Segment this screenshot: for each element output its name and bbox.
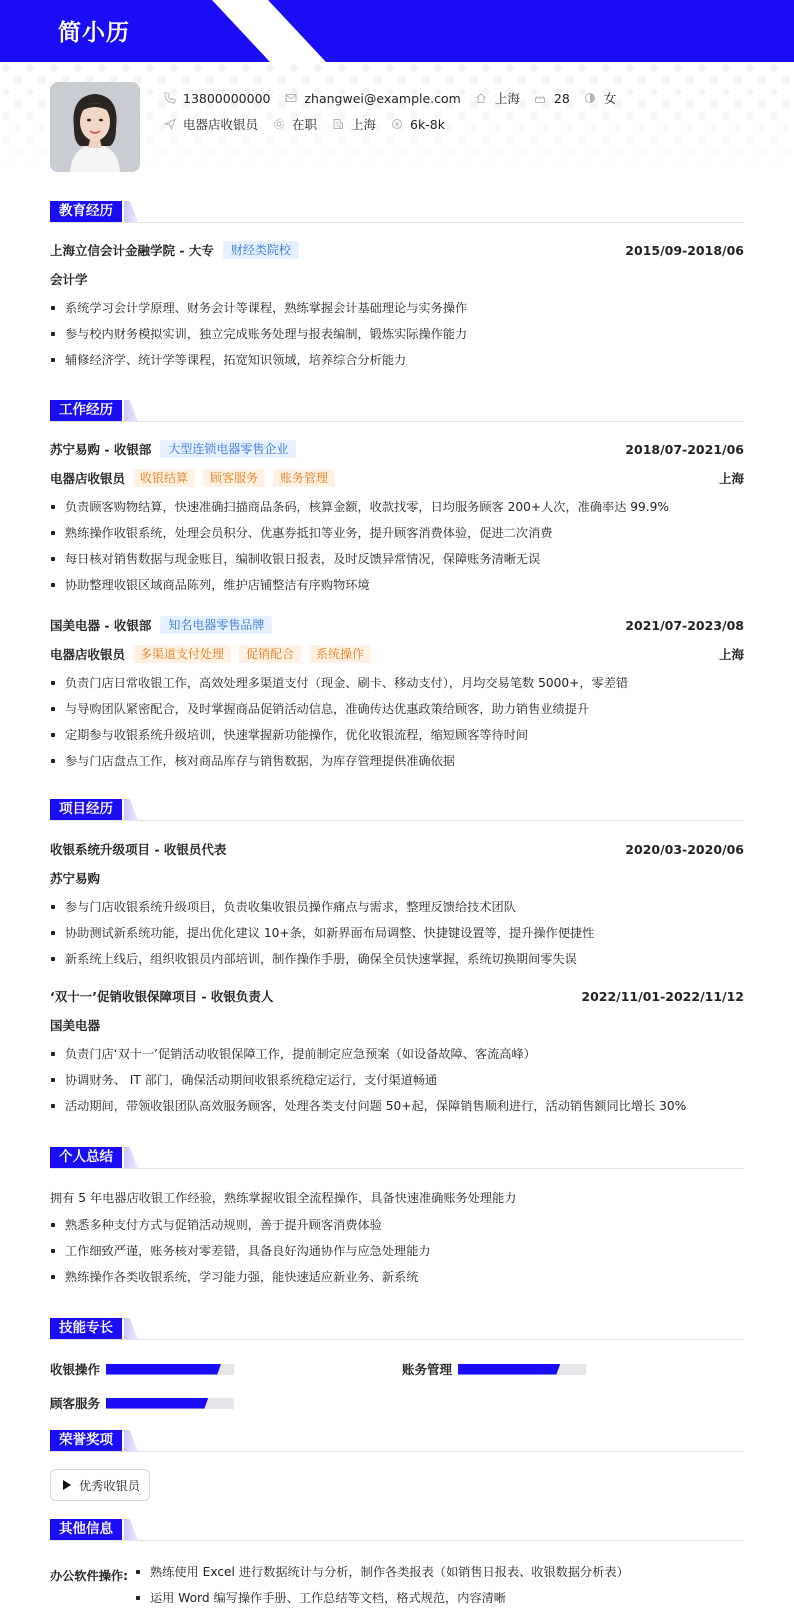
list-item: 熟练操作收银系统，处理会员积分、优惠券抵扣等业务，提升顾客消费体验，促进二次消费: [50, 520, 744, 546]
city-text: 上海: [494, 91, 520, 106]
company-tag: 知名电器零售品牌: [160, 616, 272, 634]
work-entry-head: [50, 615, 744, 635]
project-org-line: [50, 868, 744, 888]
target-job-text: 电器店收银员: [183, 117, 259, 132]
role-line: [50, 468, 744, 488]
list-item: 每日核对销售数据与现金账目，编制收银日报表，及时反馈异常情况，保障账务清晰无误: [50, 546, 744, 572]
education-date: 2015/09-2018/06: [625, 242, 744, 258]
list-item: 协助整理收银区域商品陈列，维护店铺整洁有序购物环境: [50, 572, 744, 598]
skill-bar-fill: [106, 1398, 208, 1409]
salary-item: [390, 117, 445, 132]
gender-text: 女: [603, 91, 617, 106]
work-date: 2021/07-2023/08: [625, 617, 744, 633]
status-item: [272, 115, 317, 133]
summary-body: [50, 1188, 744, 1290]
status-gear-icon: [272, 118, 285, 131]
home-icon: [475, 92, 488, 105]
summary-title: 个人总结: [50, 1147, 122, 1168]
phone-text: 13800000000: [183, 90, 271, 106]
company-name: [50, 440, 296, 458]
role-left: [50, 469, 335, 487]
work-title: 工作经历: [50, 400, 122, 421]
project-name: ‘双十一’促销收银保障项目 - 收银负责人: [50, 989, 274, 1004]
list-item: 定期参与收银系统升级培训，快速掌握新功能操作，优化收银流程，缩短顾客等待时间: [50, 722, 744, 748]
cake-icon: [534, 92, 547, 105]
work-bullets: [50, 670, 744, 774]
skill-item: [50, 1394, 234, 1412]
work-location: 上海: [718, 471, 744, 486]
send-icon: [163, 118, 176, 131]
major-line: [50, 269, 744, 289]
list-item: 辅修经济学、统计学等课程，拓宽知识领域，培养综合分析能力: [50, 347, 744, 373]
skill-name: 账务管理: [402, 1362, 453, 1377]
role-text: 电器店收银员: [50, 471, 126, 486]
list-item: 参与门店盘点工作，核对商品库存与销售数据，为库存管理提供准确依据: [50, 748, 744, 774]
work-entry-head: [50, 439, 744, 459]
list-item: 负责门店日常收银工作，高效处理多渠道支付（现金、刷卡、移动支付），月均交易笔数 5000+，零差错: [50, 670, 744, 696]
work-entry-1: [50, 439, 744, 598]
other-header: [50, 1519, 744, 1541]
work-location: 上海: [718, 647, 744, 662]
work-header: [50, 400, 744, 422]
company-name: [50, 616, 272, 634]
gender-icon: [584, 92, 597, 105]
skill-tag: 账务管理: [273, 469, 335, 487]
company-tag: 大型连锁电器零售企业: [160, 440, 296, 458]
list-item: 活动期间，带领收银团队高效服务顾客，处理各类支付问题 50+起，保障销售顺利进行，活动销售额同比增长 30%: [50, 1093, 744, 1119]
mail-icon: [284, 92, 297, 105]
city-item: [475, 89, 520, 107]
project-org-line: [50, 1015, 744, 1035]
skills-title-tail: [124, 1318, 138, 1339]
skills-title: 技能专长: [50, 1318, 122, 1339]
age-text: 28: [553, 90, 570, 106]
list-item: 负责门店‘双十一’促销活动收银保障工作，提前制定应急预案（如设备故障、客流高峰）: [50, 1041, 744, 1067]
list-item: 系统学习会计学原理、财务会计等课程，熟练掌握会计基础理论与实务操作: [50, 295, 744, 321]
project-entry-head: [50, 986, 744, 1006]
project-date: 2022/11/01-2022/11/12: [581, 988, 744, 1004]
list-item: 参与门店收银系统升级项目，负责收集收银员操作痛点与需求，整理反馈给技术团队: [50, 894, 744, 920]
education-title-tail: [124, 201, 138, 222]
status-text: 在职: [292, 117, 318, 132]
skill-name: 顾客服务: [50, 1396, 101, 1411]
list-item: 熟练操作各类收银系统，学习能力强，能快速适应新业务、新系统: [50, 1264, 744, 1290]
skill-bar-fill: [106, 1364, 221, 1375]
project-date: 2020/03-2020/06: [625, 841, 744, 857]
list-item: 熟悉多种支付方式与促销活动规则，善于提升顾客消费体验: [50, 1212, 744, 1238]
work-section: [50, 400, 744, 422]
education-header: [50, 201, 744, 223]
header-band: [0, 0, 794, 62]
coin-icon: [390, 118, 403, 131]
skill-tag: 多渠道支付处理: [133, 645, 231, 663]
role-text: 电器店收银员: [50, 647, 126, 662]
other-title-tail: [124, 1519, 138, 1540]
awards-section: [50, 1430, 744, 1452]
list-item: 工作细致严谨，账务核对零差错，具备良好沟通协作与应急处理能力: [50, 1238, 744, 1264]
education-entry-head: [50, 240, 744, 260]
list-item: 熟练使用 Excel 进行数据统计与分析，制作各类报表（如销售日报表、收银数据分析表）: [135, 1559, 735, 1585]
skill-bar: [106, 1364, 234, 1375]
list-item: 协助测试新系统功能，提出优化建议 10+条，如新界面布局调整、快捷键设置等，提升操作便捷性: [50, 920, 744, 946]
list-item: 与导购团队紧密配合，及时掌握商品促销活动信息，准确传达优惠政策给顾客，助力销售业绩提升: [50, 696, 744, 722]
contact-row-1: [163, 89, 630, 107]
awards-title: 荣誉奖项: [50, 1430, 122, 1451]
award-name: 优秀收银员: [79, 1478, 140, 1493]
project-entry-2: [50, 986, 744, 1119]
skill-item: [50, 1360, 234, 1378]
email-text: zhangwei@example.com: [304, 90, 461, 106]
summary-bullets: [50, 1212, 744, 1290]
skill-bar: [458, 1364, 586, 1375]
age-item: [534, 91, 570, 106]
other-bullets: [135, 1559, 735, 1611]
summary-header: [50, 1147, 744, 1169]
projects-title: 项目经历: [50, 799, 122, 820]
target-job-item: [163, 115, 258, 133]
work-entry-2: [50, 615, 744, 774]
project-org: 国美电器: [50, 1018, 101, 1033]
project-name: 收银系统升级项目 - 收银员代表: [50, 842, 227, 857]
school-name-text: 上海立信会计金融学院 - 大专: [50, 243, 214, 258]
project-bullets: [50, 1041, 744, 1119]
awards-title-tail: [124, 1430, 138, 1451]
projects-header: [50, 799, 744, 821]
phone-icon: [163, 92, 176, 105]
list-item: 负责顾客购物结算，快速准确扫描商品条码，核算金额，收款找零，日均服务顾客 200+人次，准确率达 99.9%: [50, 494, 744, 520]
email-item: [284, 91, 460, 106]
summary-title-tail: [124, 1147, 138, 1168]
list-item: 新系统上线后，组织收银员内部培训，制作操作手册，确保全员快速掌握，系统切换期间零失误: [50, 946, 744, 972]
other-section: [50, 1519, 744, 1541]
phone-item: [163, 91, 270, 106]
target-city-text: 上海: [351, 117, 377, 132]
gender-item: [584, 89, 617, 107]
project-entry-1: [50, 839, 744, 972]
project-bullets: [50, 894, 744, 972]
skill-tag: 顾客服务: [203, 469, 265, 487]
education-section: [50, 201, 744, 223]
projects-title-tail: [124, 799, 138, 820]
school-tag: 财经类院校: [223, 241, 299, 259]
role-left: [50, 645, 371, 663]
awards-header: [50, 1430, 744, 1452]
summary-section: [50, 1147, 744, 1169]
award-chip: [50, 1469, 150, 1501]
summary-intro: 拥有 5 年电器店收银工作经验，熟练掌握收银全流程操作，具备快速准确账务处理能力: [50, 1191, 517, 1205]
work-date: 2018/07-2021/06: [625, 441, 744, 457]
skill-name: 收银操作: [50, 1362, 101, 1377]
company-name-text: 苏宁易购 - 收银部: [50, 442, 152, 457]
target-city-item: [331, 115, 376, 133]
project-org: 苏宁易购: [50, 871, 101, 886]
skills-section: [50, 1318, 744, 1340]
major-text: 会计学: [50, 272, 88, 287]
work-bullets: [50, 494, 744, 598]
other-title: 其他信息: [50, 1519, 122, 1540]
list-item: 协调财务、 IT 部门，确保活动期间收银系统稳定运行，支付渠道畅通: [50, 1067, 744, 1093]
other-label: 办公软件操作:: [50, 1569, 128, 1583]
projects-section: [50, 799, 744, 821]
role-line: [50, 644, 744, 664]
avatar: [50, 82, 140, 172]
skill-bar-fill: [458, 1364, 560, 1375]
school-name: [50, 241, 299, 259]
project-entry-head: [50, 839, 744, 859]
salary-text: 6k-8k: [410, 116, 445, 132]
skill-tag: 促销配合: [239, 645, 301, 663]
play-icon: [63, 1480, 71, 1490]
work-title-tail: [124, 400, 138, 421]
skill-bar: [106, 1398, 234, 1409]
skill-tag: 收银结算: [133, 469, 195, 487]
skill-tag: 系统操作: [309, 645, 371, 663]
list-item: 参与校内财务模拟实训，独立完成账务处理与报表编制，锻炼实际操作能力: [50, 321, 744, 347]
building-icon: [331, 118, 344, 131]
skill-item: [402, 1360, 586, 1378]
company-name-text: 国美电器 - 收银部: [50, 618, 152, 633]
brand-logo: 简小历: [58, 20, 130, 46]
education-bullets: [50, 295, 744, 373]
list-item: 运用 Word 编写操作手册、工作总结等文档，格式规范，内容清晰: [135, 1585, 735, 1611]
contact-row-2: [163, 115, 459, 133]
skills-header: [50, 1318, 744, 1340]
education-title: 教育经历: [50, 201, 122, 222]
education-entry: [50, 240, 744, 373]
